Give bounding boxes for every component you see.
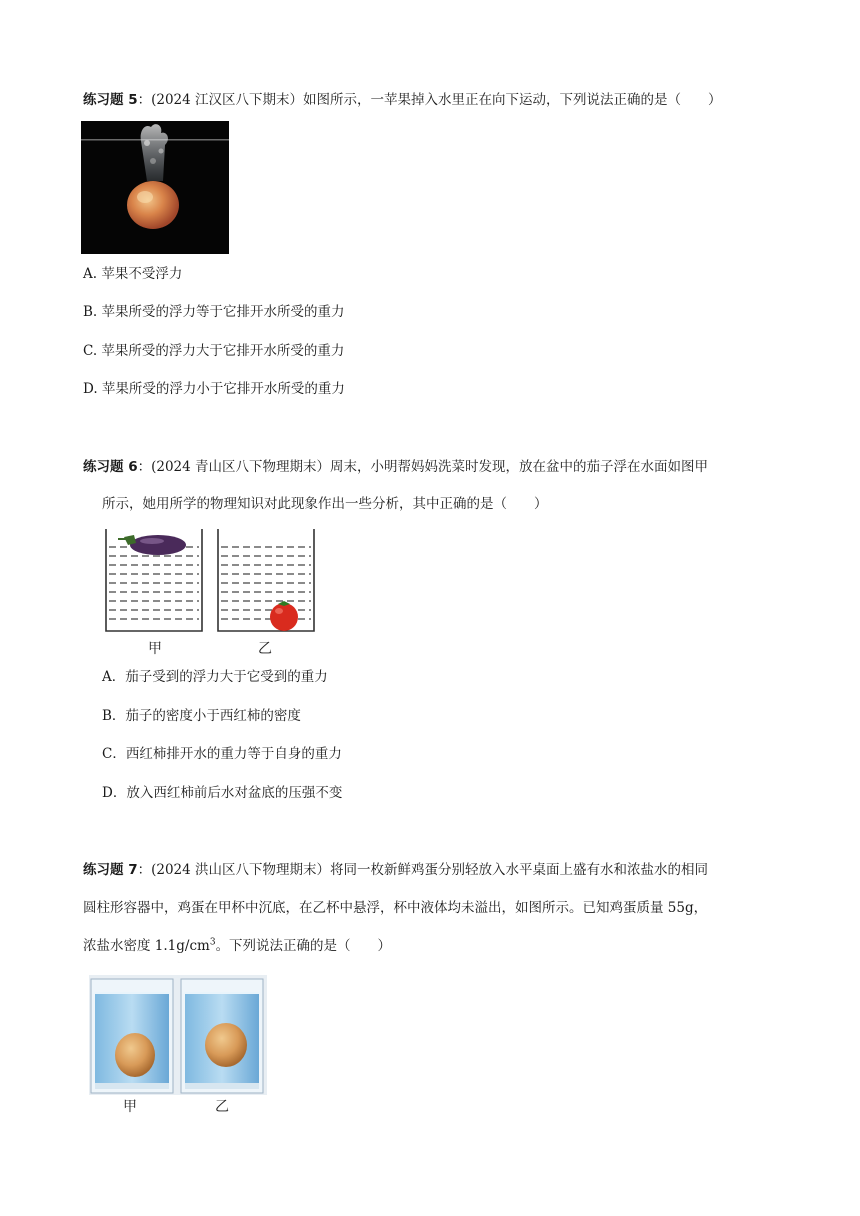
egg-beakers-photo	[89, 975, 267, 1095]
q5-option-b: B. 苹果所受的浮力等于它排开水所受的重力	[83, 304, 345, 320]
question-6-header	[83, 457, 708, 477]
q5-option-a: A. 苹果不受浮力	[83, 266, 183, 282]
q5-option-c: C. 苹果所受的浮力大于它排开水所受的重力	[83, 343, 345, 359]
q7-density-text: 浓盐水密度 1.1g/cm	[83, 938, 210, 954]
q6-caption-left: 甲	[148, 641, 162, 657]
question-6-label: 练习题 6	[83, 459, 138, 475]
apple-in-water-photo	[81, 121, 229, 254]
question-5-header	[83, 90, 722, 110]
question-7-text-line2: 圆柱形容器中，鸡蛋在甲杯中沉底，在乙杯中悬浮，杯中液体均未溢出，如图所示。已知鸡蛋质量 55g，	[83, 900, 708, 916]
q6-option-d: D．放入西红柿前后水对盆底的压强不变	[102, 785, 343, 801]
q6-option-b: B．茄子的密度小于西红柿的密度	[102, 708, 301, 724]
question-6-text: ：(2024 青山区八下物理期末）周末，小明帮妈妈洗菜时发现，放在盆中的茄子浮在水面如图甲	[137, 459, 709, 475]
q6-caption-right: 乙	[258, 641, 272, 657]
question-5-label: 练习题 5	[83, 92, 138, 108]
eggplant-tomato-diagram	[100, 525, 320, 637]
question-7-label: 练习题 7	[83, 862, 138, 878]
q7-question-end: 。下列说法正确的是（ ）	[215, 938, 392, 954]
question-7-text-line3	[83, 936, 391, 956]
question-5-text: ：(2024 江汉区八下期末）如图所示，一苹果掉入水里正在向下运动，下列说法正确的是（ ）	[137, 92, 722, 108]
q6-option-c: C．西红柿排开水的重力等于自身的重力	[102, 746, 342, 762]
q7-density-exponent: 3	[209, 937, 216, 948]
q5-option-d: D. 苹果所受的浮力小于它排开水所受的重力	[83, 381, 345, 397]
question-6-text-line2: 所示，她用所学的物理知识对此现象作出一些分析，其中正确的是（ ）	[102, 496, 548, 512]
question-7-text: ：(2024 洪山区八下物理期末）将同一枚新鲜鸡蛋分别轻放入水平桌面上盛有水和浓盐水的相同	[137, 862, 709, 878]
q6-option-a: A．茄子受到的浮力大于它受到的重力	[102, 669, 328, 685]
question-7-header	[83, 860, 708, 880]
q7-caption-right: 乙	[215, 1099, 229, 1115]
q7-caption-left: 甲	[123, 1099, 137, 1115]
